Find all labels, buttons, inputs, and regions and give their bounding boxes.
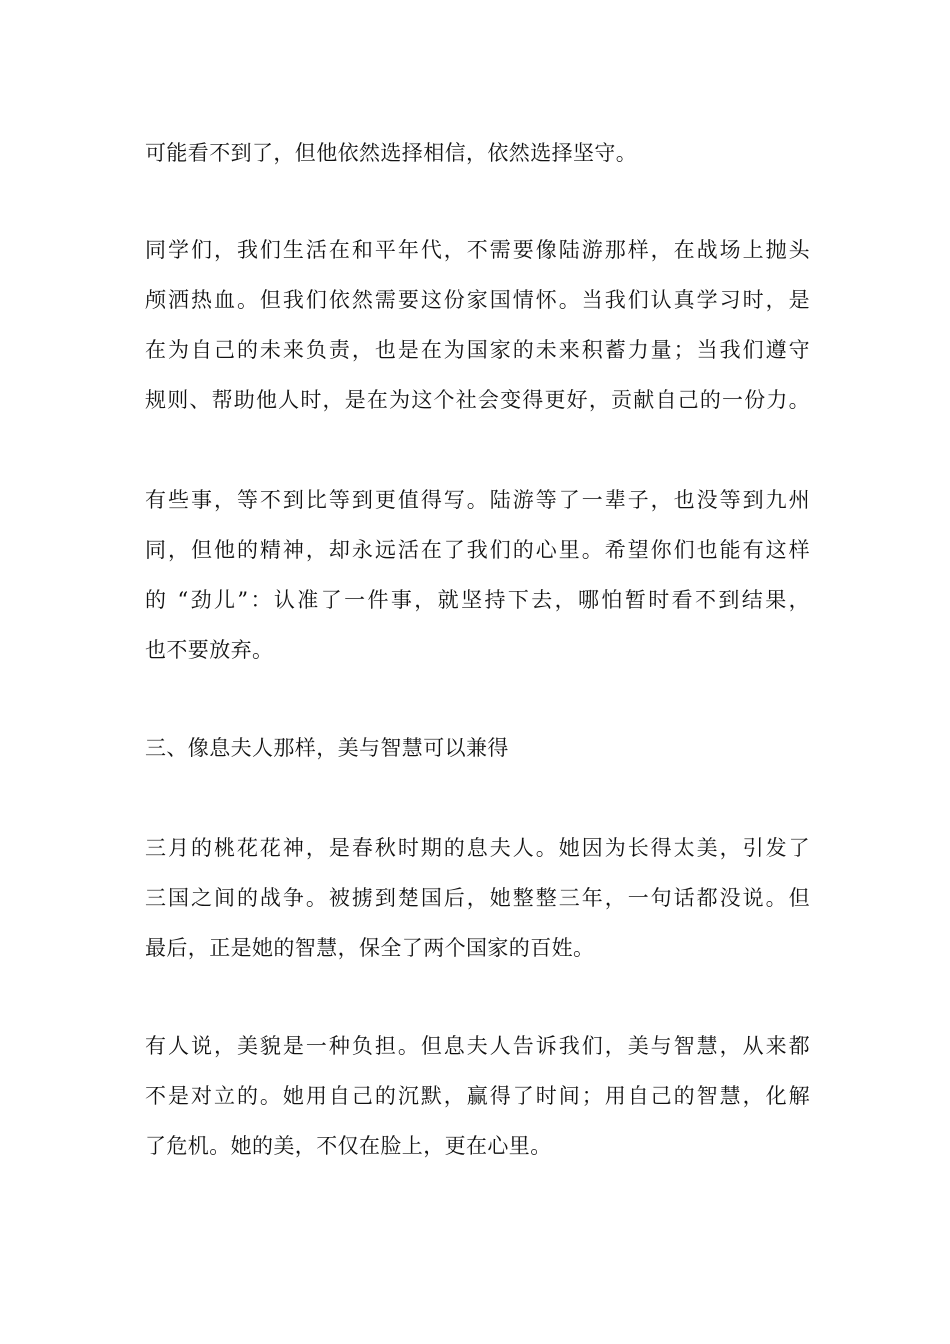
paragraph-peace-era [145,225,810,425]
section-heading [145,723,810,773]
text-line: 规则、帮助他人时，是在为这个社会变得更好，贡献自己的一份力。 [145,388,810,412]
paragraph-beauty-wisdom [145,1021,810,1171]
heading-text: 三、像息夫人那样，美与智慧可以兼得 [145,736,509,760]
paragraph-lu-you [145,475,810,675]
paragraph-xi-furen [145,823,810,973]
text-line: 有人说，美貌是一种负担。但息夫人告诉我们，美与智慧，从来都 [145,1034,810,1058]
text-line: 最后，正是她的智慧，保全了两个国家的百姓。 [145,936,595,960]
text-line: 三国之间的战争。被掳到楚国后，她整整三年，一句话都没说。但 [145,886,810,910]
text-line: 有些事，等不到比等到更值得写。陆游等了一辈子，也没等到九州 [145,488,810,512]
text-line: 可能看不到了，但他依然选择相信，依然选择坚守。 [145,141,638,165]
text-line: 同学们，我们生活在和平年代，不需要像陆游那样，在战场上抛头 [145,238,810,262]
text-line: 颅洒热血。但我们依然需要这份家国情怀。当我们认真学习时，是 [145,288,810,312]
text-line: 在为自己的未来负责，也是在为国家的未来积蓄力量；当我们遵守 [145,338,810,362]
text-line: 也不要放弃。 [145,638,274,662]
text-line: 了危机。她的美，不仅在脸上，更在心里。 [145,1134,552,1158]
text-line: 不是对立的。她用自己的沉默，赢得了时间；用自己的智慧，化解 [145,1084,810,1108]
text-line: 三月的桃花花神，是春秋时期的息夫人。她因为长得太美，引发了 [145,836,810,860]
text-line: 的 “劲儿”：认准了一件事，就坚持下去，哪怕暂时看不到结果， [145,588,810,612]
text-line: 同，但他的精神，却永远活在了我们的心里。希望你们也能有这样 [145,538,810,562]
paragraph-continuation [145,128,810,178]
